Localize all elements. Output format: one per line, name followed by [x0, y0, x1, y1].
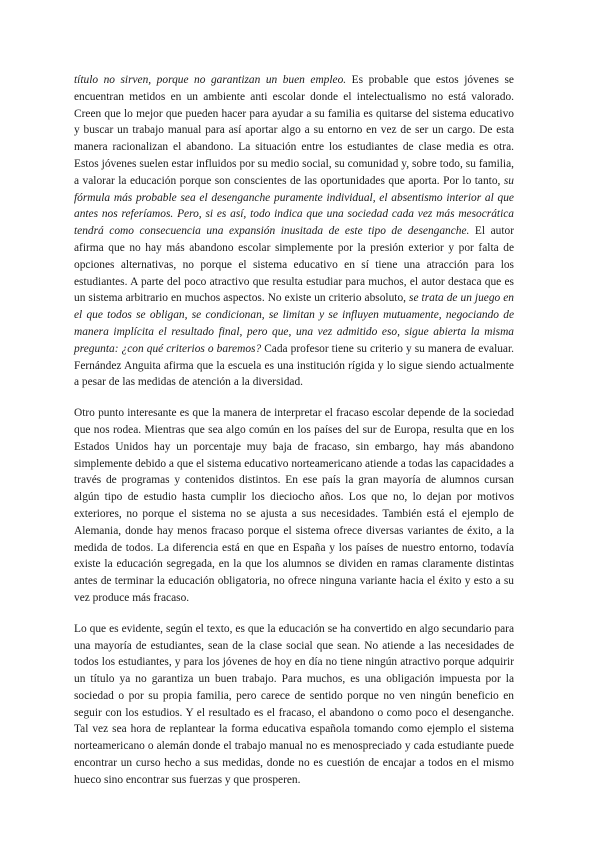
- text-segment: Cada profesor tiene su criterio y su manera de evaluar. Fernández Anguita afirma que la escuela es una institución rígida y lo sigue siendo actualmente a pesar de las medidas de atención a la diversidad.: [74, 342, 514, 389]
- text-segment: Otro punto interesante es que la manera de interpretar el fracaso escolar depende de la sociedad que nos rodea. Mientras que sea algo común en los países del sur de Europa, resulta que en los Estados Unidos hay un porcentaje muy baja de fracaso, sin embargo, hay más abandono simplemente debido a que el sistema educativo norteamericano atiende a todas las capacidades a través de programas y contenidos distintos. En ese país la gran mayoría de alumnos cursan algún tipo de estudio hasta cumplir los dieciocho años. Los que no, lo dejan por motivos exteriores, no porque el sistema no se ajusta a sus necesidades. También está el ejemplo de Alemania, donde hay menos fracaso porque el sistema ofrece diversas variantes de éxito, a la medida de todos. La diferencia está en que en España y los países de nuestro entorno, todavía existe la educación segregada, en la que los alumnos se dividen en ramas claramente distintas antes de terminar la educación obligatoria, no ofrece ninguna variante hacia el éxito y esto a su vez produce más fracaso.: [74, 407, 514, 604]
- text-segment: El autor afirma que no hay más abandono escolar simplemente por la presión exterior y por falta de opciones alternativas, no porque el sistema educativo en sí tiene una atracción para los estudiantes. A parte del poco atractivo que resulta estudiar para muchos, el autor destaca que es un sistema arbitrario en muchos aspectos. No existe un criterio absoluto,: [74, 225, 514, 305]
- text-segment: título no sirven, porque no garantizan un buen empleo.: [74, 74, 347, 86]
- text-segment: su fórmula más probable sea el desenganche puramente individual, el absentismo interior al que antes nos referíamos. Pero, si es así, todo indica que una sociedad cada vez más mesocrática tendrá como consecuencia una expansión inusitada de este tipo de desenganche.: [74, 174, 514, 238]
- text-segment: Lo que es evidente, según el texto, es que la educación se ha convertido en algo secundario para una mayoría de estudiantes, sean de la clase social que sean. No atiende a las necesidades de todos los estudiantes, y para los jóvenes de hoy en día no tiene ningún atractivo porque adquirir un título ya no garantiza un buen trabajo. Para muchos, es una obligación impuesta por la sociedad o por su propia familia, pero carece de sentido porque no ven ningún beneficio en seguir con los estudios. Y el resultado es el fracaso, el abandono o como poco el desenganche. Tal vez sea hora de replantear la forma educativa española tomando como ejemplo el sistema norteamericano o alemán donde el trabajo manual no es menospreciado y cada estudiante puede encontrar un curso hecho a sus medidas, donde no es cuestión de encajar a todos en el mismo hueco sino encontrar sus fuerzas y que prosperen.: [74, 622, 514, 786]
- paragraph-2: [74, 405, 514, 607]
- text-segment: Es probable que estos jóvenes se encuentran metidos en un ambiente anti escolar donde el intelectualismo no está valorado. Creen que lo mejor que pueden hacer para ayudar a su familia es quitarse del sistema educativo y buscar un trabajo manual para así aportar algo a su entorno en vez de ser un cargo. De esta manera racionalizan el abandono. La situación entre los estudiantes de clase media es otra. Estos jóvenes suelen estar influidos por su medio social, su comunidad y, sobre todo, su familia, a valorar la educación porque son conscientes de las oportunidades que aporta. Por lo tanto,: [74, 74, 514, 187]
- text-segment: se trata de un juego en el que todos se obligan, se condicionan, se limitan y se influyen mutuamente, negociando de manera implícita el resultado final, pero que, una vez admitido eso, sigue abierta la misma pregunta: ¿con qué criterios o baremos?: [74, 292, 514, 355]
- paragraph-1: [74, 72, 514, 391]
- paragraph-3: [74, 621, 514, 789]
